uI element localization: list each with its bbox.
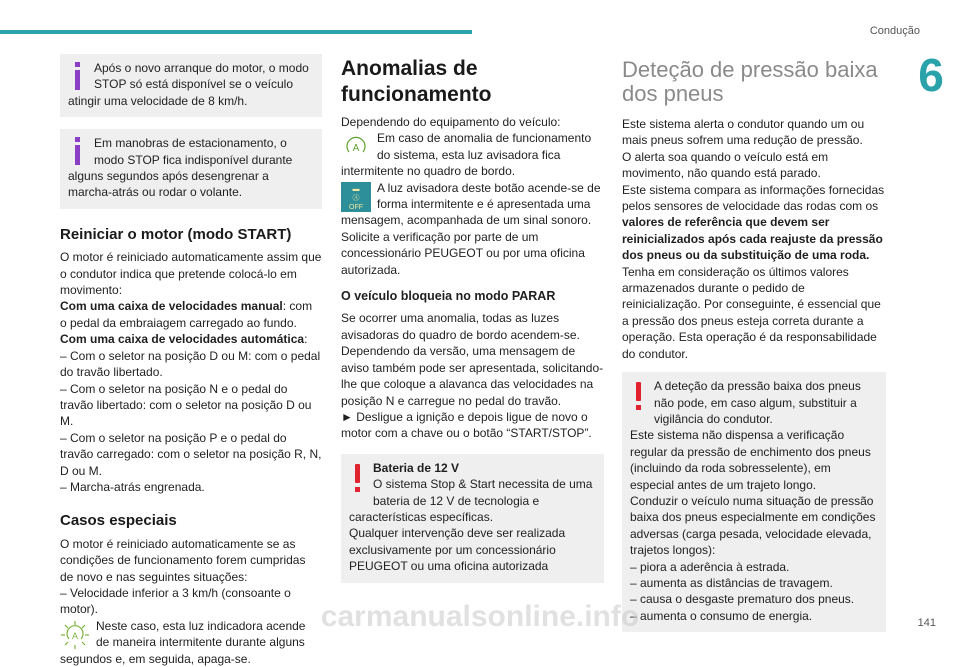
list-item: – aumenta o consumo de energia. bbox=[630, 608, 813, 623]
tyre-p3: Este sistema compara as informações fornecidas pelos sensores de velocidade das rodas com os valores de referência que devem ser reinicializados após cada reajuste da pressão dos pneus ou da substituição de uma roda. bbox=[622, 182, 885, 263]
manual-gearbox-paragraph: Com uma caixa de velocidades manual: com o pedal da embraiagem carregado ao fundo. bbox=[60, 299, 313, 330]
tyre-p4: Tenha em consideração os últimos valores armazenados durante o pedido de reinicialização. Por conseguinte, é essencial que a pressão dos pneus esteja correta durante a operação. Esta operação é da responsabilidade do condutor. bbox=[622, 264, 881, 361]
anomalies-heading: Anomalias de funcionamento bbox=[341, 57, 492, 106]
list-item: – piora a aderência à estrada. bbox=[630, 559, 790, 574]
special-cases-intro: O motor é reiniciado automaticamente se as condições de funcionamento forem cumpridas de novo e nas seguintes situações: bbox=[60, 536, 306, 584]
info-text: Em manobras de estacionamento, o modo STOP fica indisponível durante alguns segundos após desengrenar a marcha-atrás ou rodar o volante. bbox=[68, 136, 293, 200]
anomalies-intro: Dependendo do equipamento do veículo: bbox=[341, 115, 561, 129]
special-cases-heading: Casos especiais bbox=[60, 512, 177, 530]
list-item: – Com o seletor na posição D ou M: com o pedal do travão libertado. bbox=[60, 348, 321, 380]
restart-heading: Reiniciar o motor (modo START) bbox=[60, 225, 292, 243]
tyre-warning-box bbox=[622, 372, 886, 632]
anomalies-advice: Solicite a verificação por parte de um concessionário PEUGEOT ou por uma oficina autorizada. bbox=[341, 229, 585, 277]
stop-start-fault-icon bbox=[341, 132, 371, 162]
chapter-number: 6 bbox=[918, 49, 944, 101]
lamp1-text: Em caso de anomalia de funcionamento do sistema, esta luz avisadora fica intermitente no quadro de bordo. bbox=[341, 131, 592, 179]
lamp2-text: A luz avisadora deste botão acende-se de forma intermitente e é apresentada uma mensagem, acompanhada de um sinal sonoro. bbox=[341, 180, 601, 228]
auto-gearbox-label: Com uma caixa de velocidades automática: bbox=[60, 332, 308, 347]
tyre-p2: O alerta soa quando o veículo está em movimento, não quando está parado. bbox=[622, 149, 829, 181]
list-item: – causa o desgaste prematuro dos pneus. bbox=[630, 592, 855, 607]
battery-title: Bateria de 12 V bbox=[373, 460, 460, 475]
page-number: 141 bbox=[917, 617, 936, 629]
battery-text-1: O sistema Stop & Start necessita de uma bateria de 12 V de tecnologia e características específicas. bbox=[349, 477, 593, 524]
warn-text-2: Este sistema não dispensa a verificação regular da pressão de enchimento dos pneus (incluindo da roda sobresselente), em especial antes de um trajeto longo. bbox=[630, 428, 871, 492]
stall-text-1: Se ocorrer uma anomalia, todas as luzes avisadoras do quadro de bordo acendem-se. bbox=[341, 311, 580, 342]
list-item: – aumenta as distâncias de travagem. bbox=[630, 575, 833, 590]
header-rule bbox=[0, 30, 472, 34]
warn-text-3: Conduzir o veículo numa situação de pressão baixa dos pneus especialmente em condições adversas (carga pesada, velocidade elevada, trajetos longos): bbox=[630, 493, 876, 558]
lamp2-note bbox=[341, 180, 604, 229]
info-text: Após o novo arranque do motor, o modo STOP só está disponível se o veículo atingir uma velocidade de 8 km/h. bbox=[68, 61, 309, 108]
stall-text-3: ► Desligue a ignição e depois ligue de novo o motor com a chave ou o botão “START/STOP”. bbox=[341, 409, 592, 441]
info-box-parking bbox=[60, 129, 322, 209]
info-icon bbox=[68, 62, 88, 90]
stop-start-off-button-icon: ▬ Ⓐ OFF bbox=[341, 182, 371, 212]
svg-text:A: A bbox=[71, 630, 79, 641]
column-left bbox=[60, 54, 322, 667]
tyre-p1: Este sistema alerta o condutor quando um ou mais pneus sofrem uma redução de pressão. bbox=[622, 117, 865, 148]
battery-warning-box bbox=[341, 454, 604, 583]
column-right bbox=[622, 54, 886, 642]
list-item: – Velocidade inferior a 3 km/h (consoante o motor). bbox=[60, 585, 291, 617]
battery-text-2: Qualquer intervenção deve ser realizada exclusivamente por um concessionário PEUGEOT ou uma oficina autorizada bbox=[349, 526, 566, 574]
list-item: – Marcha-atrás engrenada. bbox=[60, 479, 205, 494]
column-middle bbox=[341, 54, 604, 593]
list-item: – Com o seletor na posição N e o pedal do travão libertado: com o seletor na posição D ou M. bbox=[60, 381, 312, 429]
lamp-note-text: Neste caso, esta luz indicadora acende de maneira intermitente durante alguns segundos e, em seguida, apaga-se. bbox=[60, 618, 306, 666]
stall-heading: O veículo bloqueia no modo PARAR bbox=[341, 289, 556, 304]
warn-text-1: A deteção da pressão baixa dos pneus não pode, em caso algum, substituir a vigilância do condutor. bbox=[654, 379, 861, 426]
section-title: Condução bbox=[869, 25, 920, 37]
warning-icon bbox=[630, 382, 648, 412]
info-box-stop-speed bbox=[60, 54, 322, 117]
list-item: – Com o seletor na posição P e o pedal do travão carregado: com o seletor na posição R, N, D ou M. bbox=[60, 430, 322, 478]
warning-icon bbox=[349, 464, 367, 494]
stall-text-2: Dependendo da versão, uma mensagem de aviso também pode ser apresentada, solicitando-lhe que coloque a alavanca das velocidades na posição N e carregue no pedal do travão. bbox=[341, 344, 604, 408]
svg-text:A: A bbox=[352, 143, 360, 155]
restart-intro: O motor é reiniciado automaticamente assim que o condutor indica que pretende colocá-lo em movimento: bbox=[60, 250, 322, 298]
lamp1-note bbox=[341, 130, 604, 179]
tyre-pressure-heading: Deteção de pressão baixa dos pneus bbox=[622, 57, 878, 106]
watermark: carmanualsonline.info bbox=[320, 600, 640, 633]
info-icon bbox=[68, 137, 88, 165]
